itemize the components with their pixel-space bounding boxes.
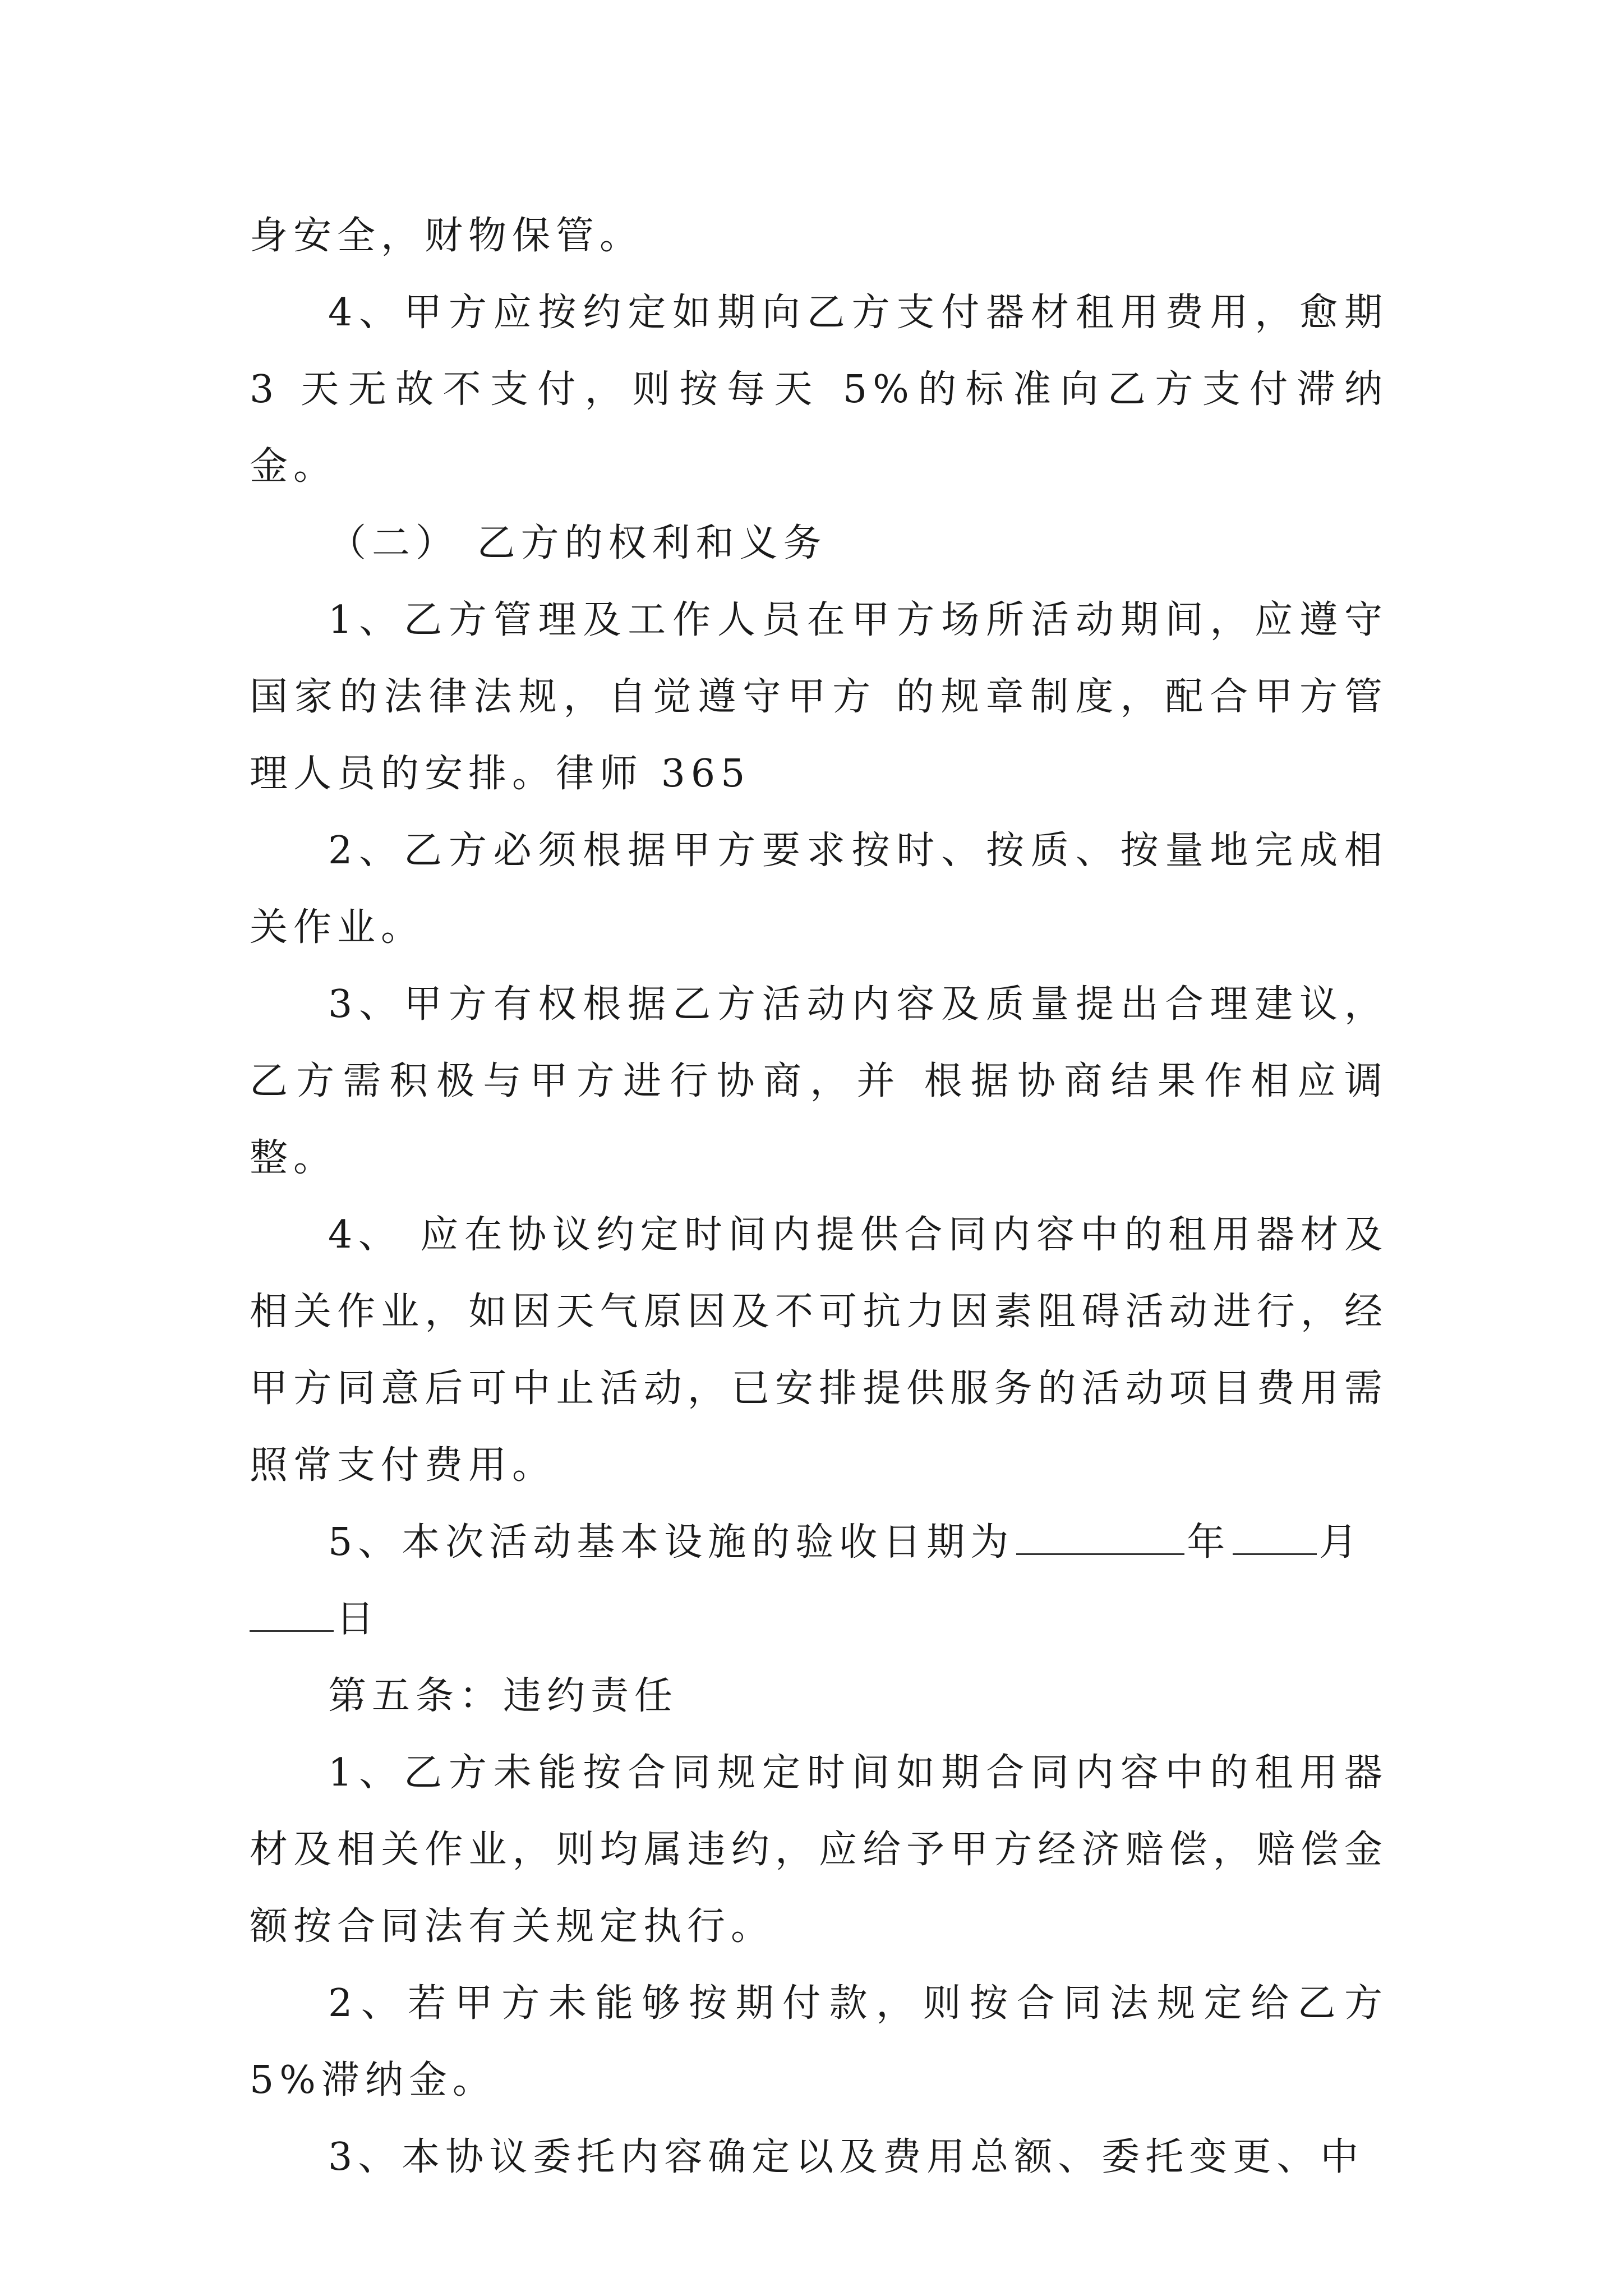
paragraph-party-b-clause-1: 1、乙方管理及工作人员在甲方场所活动期间，应遵守国家的法律法规，自觉遵守甲方 的规章制度，配合甲方管理人员的安排。律师 365	[250, 598, 1388, 796]
paragraph-breach-clause-2: 2、若甲方未能够按期付款，则按合同法规定给乙方 5%滞纳金。	[250, 1981, 1388, 2102]
paragraph-party-b-clause-3: 3、甲方有权根据乙方活动内容及质量提出合理建议，乙方需积极与甲方进行协商，并 根据协商结果作相应调整。	[250, 982, 1388, 1180]
day-label: 日	[336, 1597, 380, 1641]
document-body	[250, 197, 1388, 2196]
acceptance-date-prefix: 5、本次活动基本设施的验收日期为	[328, 1520, 1015, 1565]
paragraph-payment-terms: 4、甲方应按约定如期向乙方支付器材租用费用，愈期 3 天无故不支付，则按每天 5%的标准向乙方支付滞纳金。	[250, 291, 1388, 489]
month-label: 月	[1319, 1520, 1363, 1565]
section-heading-party-b-rights: （二） 乙方的权利和义务	[328, 521, 827, 565]
month-blank	[1233, 1519, 1317, 1555]
paragraph-breach-clause-3: 3、本协议委托内容确定以及费用总额、委托变更、中	[328, 2135, 1364, 2179]
section-heading-breach-liability: 第五条：违约责任	[328, 1674, 679, 1718]
paragraph-party-b-clause-4: 4、 应在协议约定时间内提供合同内容中的租用器材及相关作业，如因天气原因及不可抗力因素阻碍活动进行，经甲方同意后可中止活动，已安排提供服务的活动项目费用需照常支付费用。	[250, 1213, 1388, 1488]
paragraph-personal-safety: 身安全，财物保管。	[250, 214, 644, 258]
year-label: 年	[1187, 1520, 1231, 1565]
day-blank	[250, 1595, 334, 1632]
paragraph-breach-clause-1: 1、乙方未能按合同规定时间如期合同内容中的租用器材及相关作业，则均属违约，应给予甲方经济赔偿，赔偿金额按合同法有关规定执行。	[250, 1751, 1388, 1949]
year-blank	[1016, 1519, 1184, 1555]
paragraph-acceptance-date	[250, 1504, 1388, 1658]
paragraph-party-b-clause-2: 2、乙方必须根据甲方要求按时、按质、按量地完成相关作业。	[250, 829, 1388, 950]
